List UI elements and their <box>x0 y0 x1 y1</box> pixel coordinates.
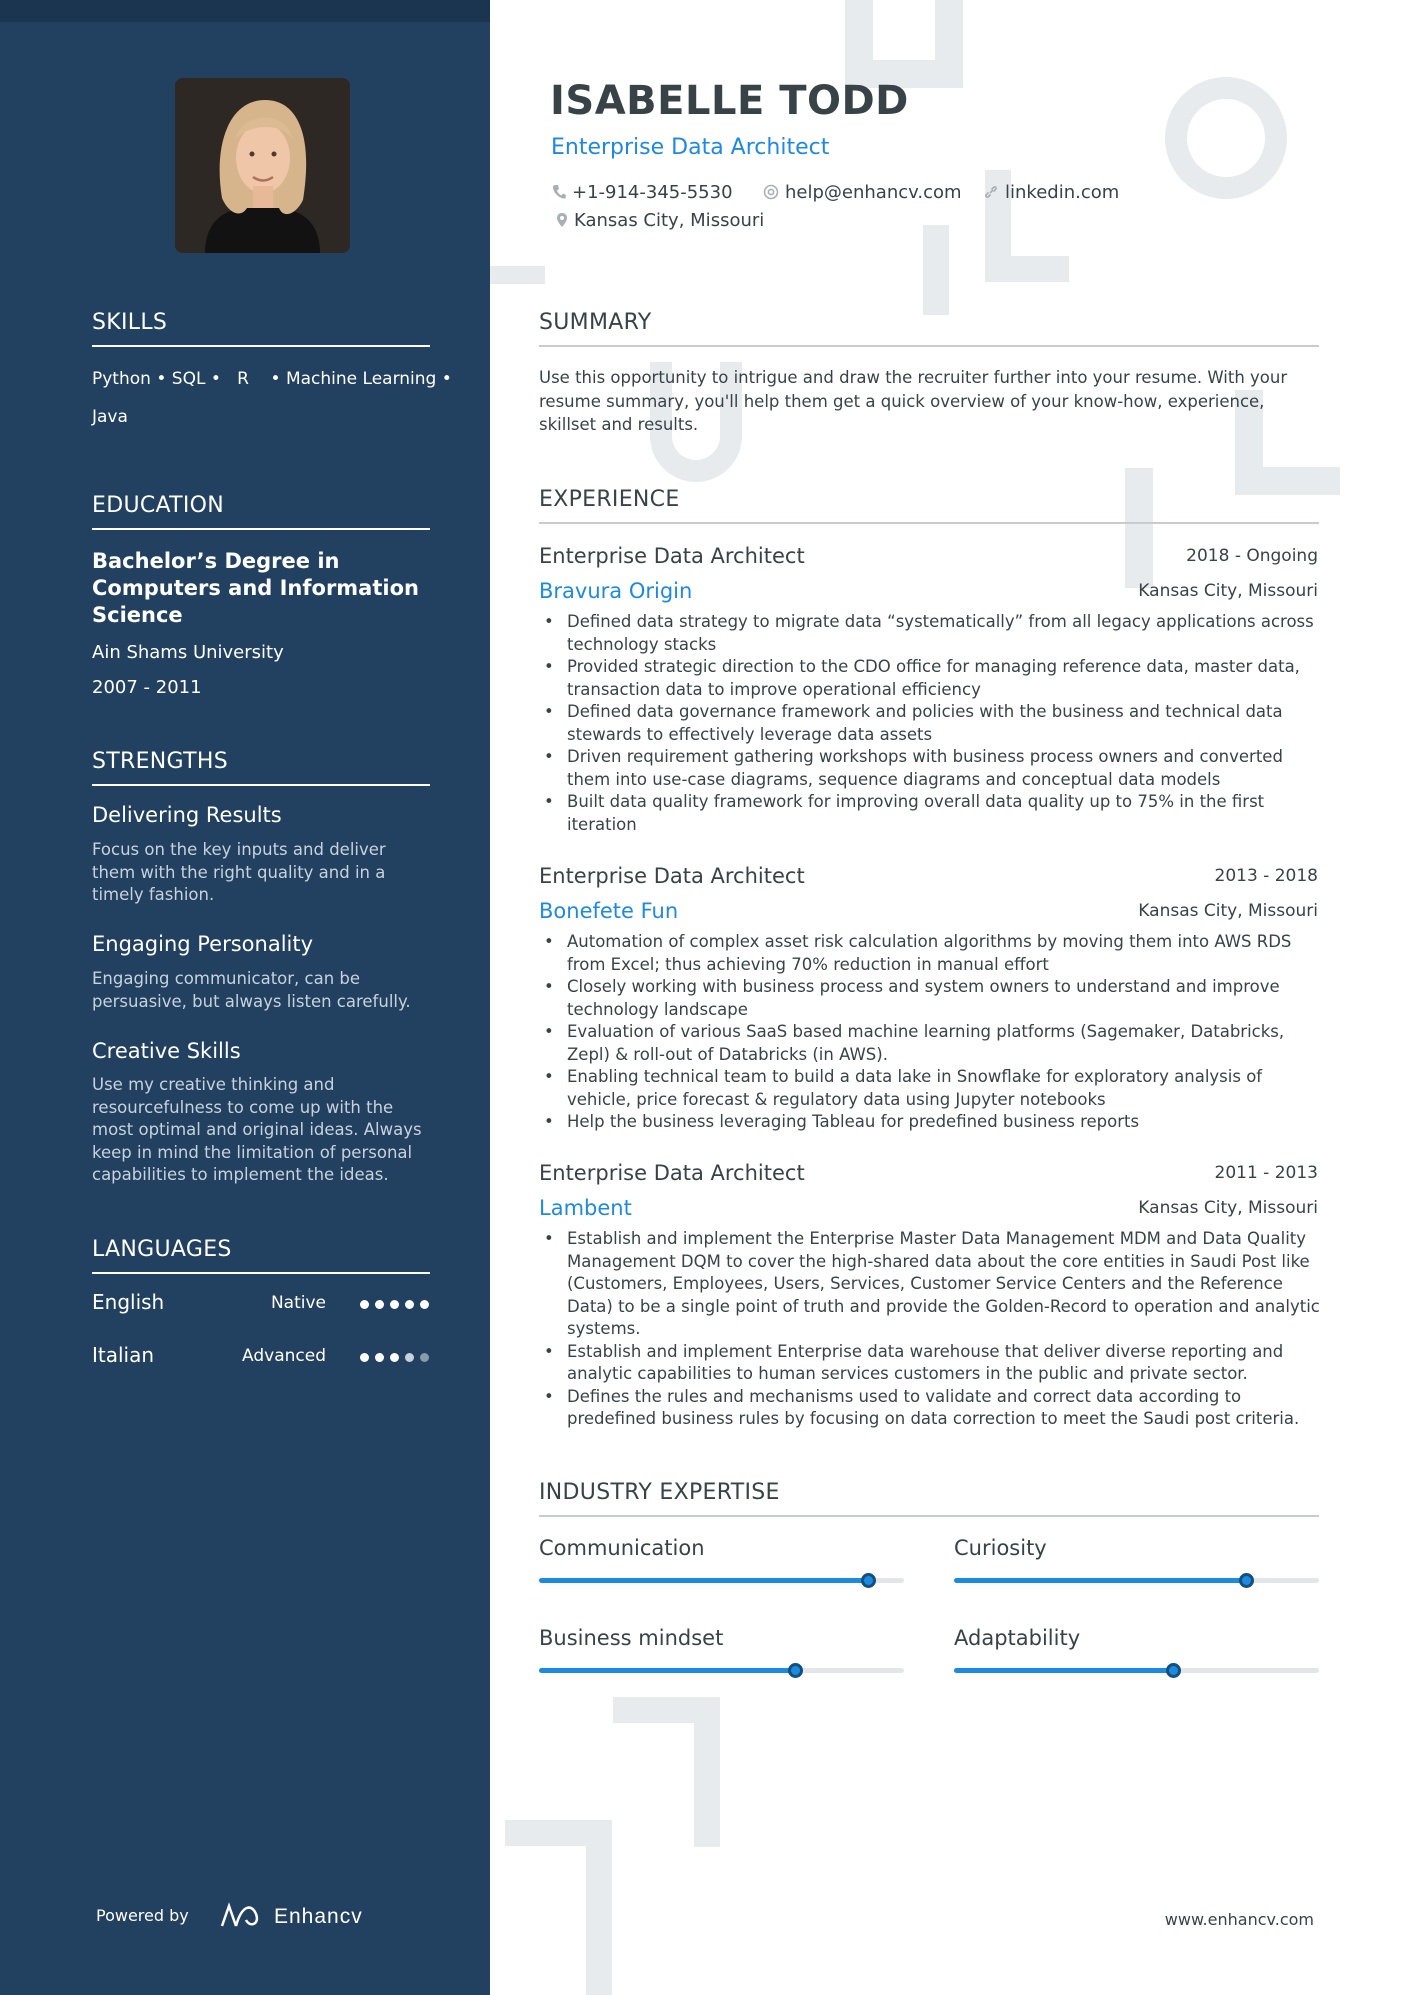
expertise-bar-fill <box>954 1668 1173 1673</box>
job-role: Enterprise Data Architect <box>539 1161 805 1185</box>
sidebar <box>0 0 490 1995</box>
candidate-name: ISABELLE TODD <box>550 78 909 124</box>
job-bullet: • Help the business leveraging Tableau for predefined business reports <box>539 1111 1324 1134</box>
job-bullet: • Defined data strategy to migrate data “systematically” from all legacy applications across technology stacks <box>539 611 1324 656</box>
job-bullets <box>539 931 1324 1134</box>
job-bullet: • Built data quality framework for improving overall data quality up to 75% in the first iteration <box>539 791 1324 836</box>
job-company[interactable]: Bravura Origin <box>539 579 693 603</box>
strength-desc: Engaging communicator, can be persuasive, but always listen carefully. <box>92 969 411 1011</box>
strengths-heading: STRENGTHS <box>92 749 430 786</box>
job-role: Enterprise Data Architect <box>539 864 805 888</box>
education-heading: EDUCATION <box>92 493 430 530</box>
rating-dot <box>390 1353 399 1362</box>
skill-item: Python <box>92 369 151 389</box>
rating-dot <box>375 1353 384 1362</box>
contact-location: Kansas City, Missouri <box>556 210 764 231</box>
job-location: Kansas City, Missouri <box>1138 581 1318 601</box>
expertise-label: Curiosity <box>954 1536 1047 1560</box>
summary-text: Use this opportunity to intrigue and draw the recruiter further into your resume. With your resume summary, you'll help them get a quick overview of your know-how, experience, skillset and results. <box>539 368 1288 434</box>
expertise-bar-knob <box>861 1573 876 1588</box>
job-location: Kansas City, Missouri <box>1138 1198 1318 1218</box>
avatar <box>175 78 350 253</box>
languages-heading: LANGUAGES <box>92 1237 430 1274</box>
footer-url[interactable]: www.enhancv.com <box>1164 1910 1314 1929</box>
strength-title: Creative Skills <box>92 1039 241 1063</box>
job-role: Enterprise Data Architect <box>539 544 805 568</box>
job-bullet: • Driven requirement gathering workshops with business process owners and converted them into use-case diagrams, sequence diagrams and conceptual data models <box>539 746 1324 791</box>
job-dates: 2011 - 2013 <box>1214 1163 1318 1183</box>
job-company[interactable]: Bonefete Fun <box>539 899 679 923</box>
job-bullet: • Defined data governance framework and policies with the business and technical data stewards to effectively leverage data assets <box>539 701 1324 746</box>
language-row <box>92 1343 430 1373</box>
job-bullet: • Automation of complex asset risk calculation algorithms by moving them into AWS RDS from Excel; thus achieving 70% reduction in manual effort <box>539 931 1324 976</box>
expertise-label: Adaptability <box>954 1626 1081 1650</box>
sidebar-topbar <box>0 0 490 22</box>
job-bullet: • Enabling technical team to build a data lake in Snowflake for exploratory analysis of vehicle, price forecast & regulatory data using Jupyter notebooks <box>539 1066 1324 1111</box>
rating-dot <box>405 1300 414 1309</box>
job-bullet: • Establish and implement Enterprise data warehouse that deliver diverse reporting and analytic capabilities to human services customers in the public and private sector. <box>539 1341 1324 1386</box>
rating-dot <box>405 1353 414 1362</box>
job-bullet: • Evaluation of various SaaS based machine learning platforms (Sagemaker, Databricks, Zepl) & roll-out of Databricks (in AWS). <box>539 1021 1324 1066</box>
rating-dot <box>390 1300 399 1309</box>
rating-dot <box>360 1300 369 1309</box>
language-level: Native <box>270 1293 326 1313</box>
job-bullets <box>539 611 1324 836</box>
job-dates: 2013 - 2018 <box>1214 866 1318 886</box>
experience-heading: EXPERIENCE <box>539 487 1319 524</box>
education-years: 2007 - 2011 <box>92 677 202 698</box>
job-bullets <box>539 1228 1324 1431</box>
rating-dot <box>420 1300 429 1309</box>
expertise-bar-knob <box>788 1663 803 1678</box>
expertise-bar <box>954 1668 1319 1673</box>
job-dates: 2018 - Ongoing <box>1186 546 1318 566</box>
language-row <box>92 1290 430 1320</box>
candidate-title: Enterprise Data Architect <box>551 135 830 160</box>
expertise-bar-fill <box>539 1578 868 1583</box>
expertise-label: Communication <box>539 1536 705 1560</box>
contact-linkedin[interactable]: linkedin.com <box>983 182 1119 203</box>
strength-title: Delivering Results <box>92 803 282 827</box>
rating-dot <box>360 1353 369 1362</box>
language-name: English <box>92 1290 165 1314</box>
job-company[interactable]: Lambent <box>539 1196 632 1220</box>
rating-dot <box>420 1353 429 1362</box>
skills-heading: SKILLS <box>92 310 430 347</box>
enhancv-logo-icon <box>222 1906 257 1926</box>
enhancv-logo[interactable] <box>216 1898 376 1932</box>
job-bullet: • Provided strategic direction to the CDO office for managing reference data, master data, transaction data to improve operational efficiency <box>539 656 1324 701</box>
summary-heading: SUMMARY <box>539 310 1319 347</box>
job-bullet: • Establish and implement the Enterprise Master Data Management MDM and Data Quality Management DQM to cover the high-shared data about the core entities in Saudi Post like (Customers, Employees, Users, Services, Customer Service Centers and the Reference Data) to be a single point of truth and provide the Golden-Record to operation and analytic systems. <box>539 1228 1324 1341</box>
contact-phone[interactable]: +1-914-345-5530 <box>552 182 733 203</box>
skill-item: R <box>237 369 249 389</box>
job-location: Kansas City, Missouri <box>1138 901 1318 921</box>
at-icon <box>763 184 779 200</box>
skill-item: Machine Learning <box>285 369 437 389</box>
enhancv-logo-text: Enhancv <box>274 1905 363 1928</box>
expertise-heading: INDUSTRY EXPERTISE <box>539 1480 1319 1517</box>
expertise-bar-fill <box>539 1668 795 1673</box>
language-rating <box>360 1353 430 1363</box>
language-name: Italian <box>92 1343 155 1367</box>
expertise-bar <box>539 1578 904 1583</box>
strength-title: Engaging Personality <box>92 932 314 956</box>
expertise-label: Business mindset <box>539 1626 724 1650</box>
job-bullet: • Defines the rules and mechanisms used to validate and correct data according to predefined business rules by focusing on data correction to meet the Saudi post criteria. <box>539 1386 1324 1431</box>
expertise-bar <box>539 1668 904 1673</box>
expertise-bar <box>954 1578 1319 1583</box>
expertise-bar-fill <box>954 1578 1246 1583</box>
rating-dot <box>375 1300 384 1309</box>
expertise-bar-knob <box>1166 1663 1181 1678</box>
job-bullet: • Closely working with business process and system owners to understand and improve technology landscape <box>539 976 1324 1021</box>
location-pin-icon <box>556 212 568 228</box>
education-degree: Bachelor’s Degree in Computers and Information Science <box>92 549 419 627</box>
language-rating <box>360 1300 430 1310</box>
skills-list: Python • SQL • R • Machine Learning • Java <box>92 369 452 427</box>
link-icon <box>983 184 999 200</box>
strength-desc: Focus on the key inputs and deliver them with the right quality and in a timely fashion. <box>92 840 386 904</box>
expertise-bar-knob <box>1239 1573 1254 1588</box>
contact-email[interactable]: help@enhancv.com <box>763 182 962 203</box>
language-level: Advanced <box>242 1346 326 1366</box>
powered-by-label: Powered by <box>96 1906 189 1925</box>
phone-icon <box>552 184 566 200</box>
skill-item: SQL <box>171 369 206 389</box>
skill-item: Java <box>92 407 128 427</box>
education-school: Ain Shams University <box>92 642 284 663</box>
strength-desc: Use my creative thinking and resourcefulness to come up with the most optimal and original ideas. Always keep in mind the limitation of personal capabilities to implement the ideas. <box>92 1075 422 1184</box>
